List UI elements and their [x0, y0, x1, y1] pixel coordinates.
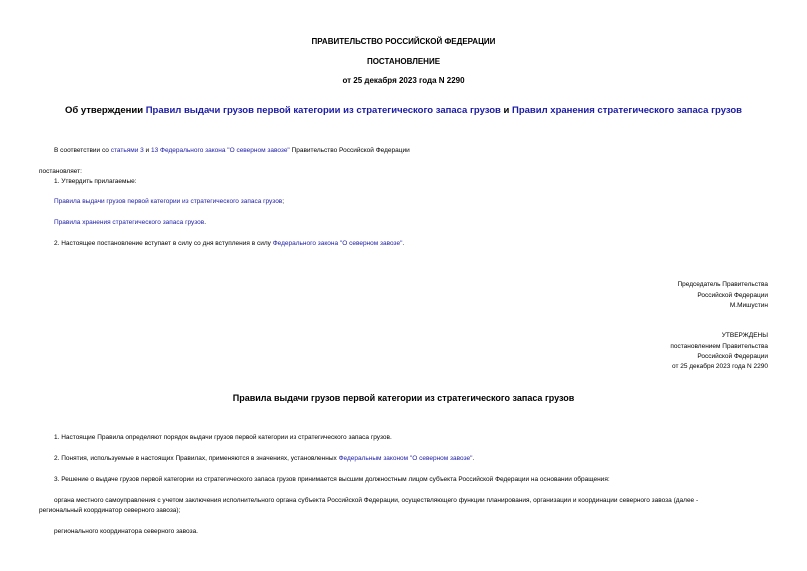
rules-p2-end: .	[472, 455, 475, 462]
link-federal-law-item-2[interactable]: Федерального закона "О северном завозе"	[272, 240, 403, 247]
semicolon: ;	[282, 198, 285, 205]
approved-line-2: постановлением Правительства	[670, 343, 768, 350]
title-link-issue-rules[interactable]: Правил выдачи грузов первой категории из стратегического запаса грузов	[145, 105, 501, 116]
title-and: и	[500, 105, 513, 116]
link-federal-law-rules[interactable]: Федеральным законом "О северном завозе"	[338, 455, 473, 462]
title-prefix: Об утверждении	[64, 105, 146, 116]
signature-line-3: М.Мишустин	[729, 302, 768, 309]
link-rules-storage[interactable]: Правила хранения стратегического запаса грузов	[54, 219, 205, 226]
link-article-13[interactable]: 13	[151, 147, 159, 154]
rules-paragraph-5: регионального координатора северного завоза.	[54, 528, 198, 535]
rules-p2-text: 2. Понятия, используемые в настоящих Правилах, применяются в значениях, установленных	[54, 455, 339, 462]
document-date-number: от 25 декабря 2023 года N 2290	[342, 76, 465, 85]
preamble-text-2: и	[143, 147, 151, 154]
period: .	[204, 219, 207, 226]
approved-line-3: Российской Федерации	[697, 353, 768, 360]
approved-line-1: УТВЕРЖДЕНЫ	[721, 332, 768, 339]
signature-line-1: Председатель Правительства	[677, 281, 768, 288]
link-rules-issue[interactable]: Правила выдачи грузов первой категории из стратегического запаса грузов	[54, 198, 283, 205]
rules-title: Правила выдачи грузов первой категории из стратегического запаса грузов	[232, 393, 575, 403]
item-2-end: .	[402, 240, 405, 247]
item-1-rules-storage	[54, 219, 206, 226]
rules-paragraph-2	[54, 455, 474, 462]
rules-paragraph-4-line-1: органа местного самоуправления с учетом заключения исполнительного органа субъекта Российской Федерации, осуществляющего функции планирования, организации и координации северного завоза (далее -	[54, 497, 699, 504]
document-type-heading: ПОСТАНОВЛЕНИЕ	[366, 57, 441, 66]
item-1-rules-issue	[54, 198, 284, 205]
rules-paragraph-3: 3. Решение о выдаче грузов первой категории из стратегического запаса грузов принимается высшим должностным лицом субъекта Российской Федерации на основании обращения:	[54, 476, 610, 483]
item-1-text: 1. Утвердить прилагаемые:	[54, 178, 137, 185]
item-2-text: 2. Настоящее постановление вступает в силу со дня вступления в силу	[54, 240, 273, 247]
preamble-text-1: В соответствии со	[54, 147, 111, 154]
link-article-3[interactable]: статьями 3	[110, 147, 144, 154]
rules-paragraph-4-line-2: региональный координатор северного завоза);	[39, 507, 181, 514]
preamble-paragraph	[54, 147, 410, 154]
document-title	[0, 105, 807, 116]
government-heading: ПРАВИТЕЛЬСТВО РОССИЙСКОЙ ФЕДЕРАЦИИ	[311, 37, 496, 46]
rules-paragraph-1: 1. Настоящие Правила определяют порядок выдачи грузов первой категории из стратегического запаса грузов.	[54, 434, 392, 441]
approved-line-4: от 25 декабря 2023 года N 2290	[671, 363, 768, 370]
preamble-text-4: Правительство Российской Федерации	[289, 147, 410, 154]
item-2-paragraph	[54, 240, 404, 247]
resolves-text: постановляет:	[39, 168, 82, 175]
title-link-storage-rules[interactable]: Правил хранения стратегического запаса грузов	[512, 105, 743, 116]
link-federal-law[interactable]: Федерального закона "О северном завозе"	[160, 147, 290, 154]
signature-line-2: Российской Федерации	[697, 292, 768, 299]
